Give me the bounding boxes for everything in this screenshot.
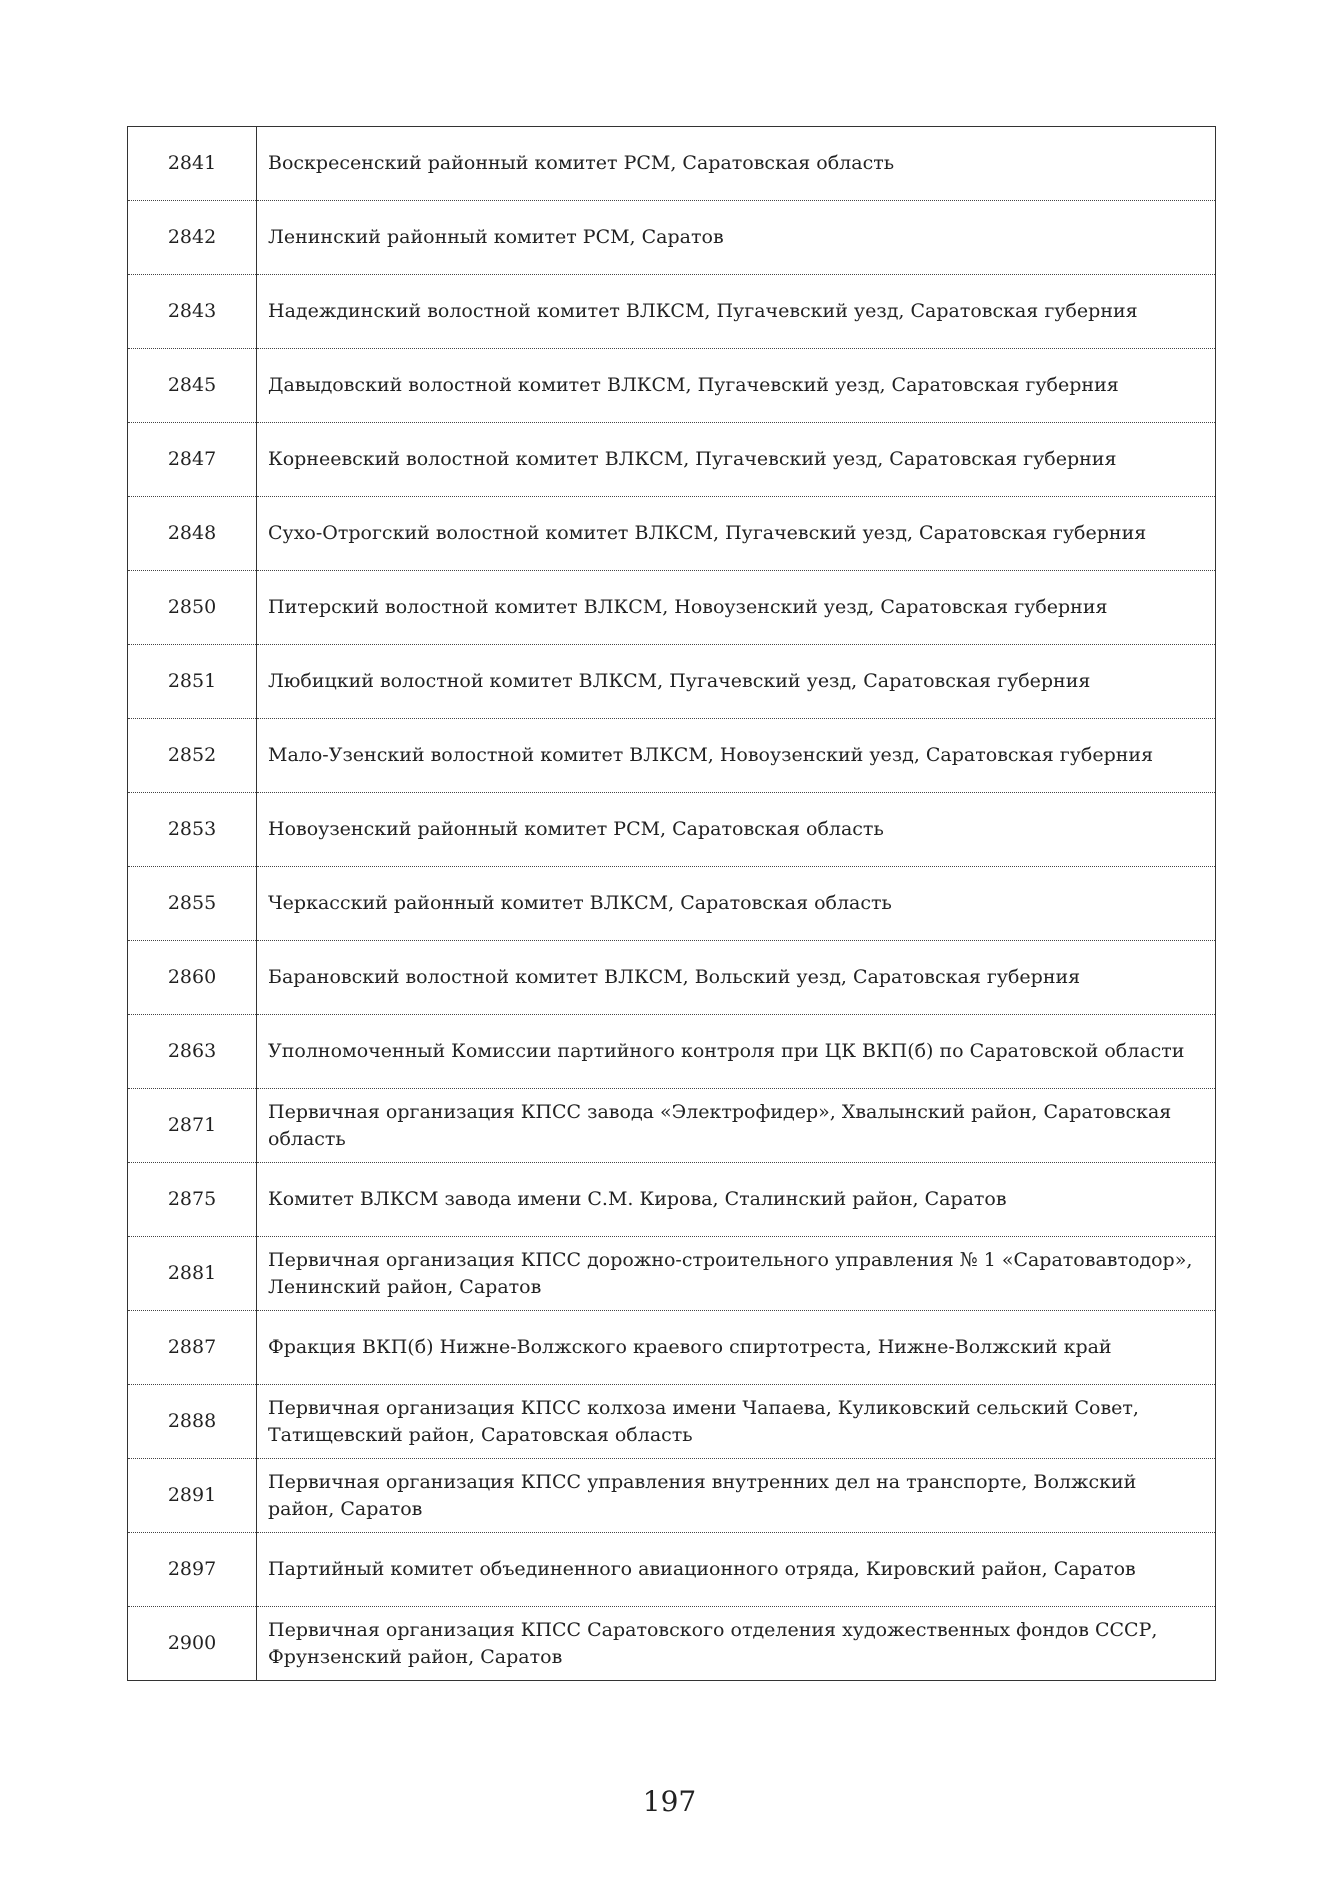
fond-name: Фракция ВКП(б) Нижне-Волжского краевого спиртотреста, Нижне-Волжский край (257, 1311, 1216, 1385)
fond-name: Воскресенский районный комитет РСМ, Саратовская область (257, 127, 1216, 201)
table-row (128, 275, 1216, 349)
fond-number: 2841 (128, 127, 257, 201)
fond-name: Питерский волостной комитет ВЛКСМ, Новоузенский уезд, Саратовская губерния (257, 571, 1216, 645)
fond-number: 2850 (128, 571, 257, 645)
table-row (128, 1237, 1216, 1311)
table-row (128, 423, 1216, 497)
fond-number: 2842 (128, 201, 257, 275)
fonds-table (127, 126, 1216, 1681)
fond-number: 2900 (128, 1607, 257, 1681)
fond-number: 2853 (128, 793, 257, 867)
fond-name: Комитет ВЛКСМ завода имени С.М. Кирова, Сталинский район, Саратов (257, 1163, 1216, 1237)
fond-name: Любицкий волостной комитет ВЛКСМ, Пугачевский уезд, Саратовская губерния (257, 645, 1216, 719)
fond-number: 2847 (128, 423, 257, 497)
fond-number: 2863 (128, 1015, 257, 1089)
fond-name: Ленинский районный комитет РСМ, Саратов (257, 201, 1216, 275)
fond-name: Первичная организация КПСС завода «Электрофидер», Хвалынский район, Саратовская область (257, 1089, 1216, 1163)
fond-name: Мало-Узенский волостной комитет ВЛКСМ, Новоузенский уезд, Саратовская губерния (257, 719, 1216, 793)
fond-name: Надеждинский волостной комитет ВЛКСМ, Пугачевский уезд, Саратовская губерния (257, 275, 1216, 349)
fond-number: 2888 (128, 1385, 257, 1459)
fond-number: 2887 (128, 1311, 257, 1385)
fond-number: 2848 (128, 497, 257, 571)
fond-name: Первичная организация КПСС Саратовского отделения художественных фондов СССР, Фрунзенский район, Саратов (257, 1607, 1216, 1681)
table-row (128, 1533, 1216, 1607)
fond-number: 2860 (128, 941, 257, 1015)
fond-number: 2881 (128, 1237, 257, 1311)
table-row (128, 1459, 1216, 1533)
fonds-table-body (128, 127, 1216, 1681)
table-row (128, 867, 1216, 941)
table-row (128, 645, 1216, 719)
table-row (128, 793, 1216, 867)
table-row (128, 1015, 1216, 1089)
fond-name: Давыдовский волостной комитет ВЛКСМ, Пугачевский уезд, Саратовская губерния (257, 349, 1216, 423)
table-row (128, 719, 1216, 793)
table-row (128, 349, 1216, 423)
fond-number: 2845 (128, 349, 257, 423)
fond-name: Первичная организация КПСС колхоза имени Чапаева, Куликовский сельский Совет, Татищевский район, Саратовская область (257, 1385, 1216, 1459)
fond-name: Партийный комитет объединенного авиационного отряда, Кировский район, Саратов (257, 1533, 1216, 1607)
table-row (128, 941, 1216, 1015)
table-row (128, 1385, 1216, 1459)
table-row (128, 497, 1216, 571)
table-row (128, 571, 1216, 645)
table-row (128, 201, 1216, 275)
table-row (128, 1163, 1216, 1237)
fond-number: 2852 (128, 719, 257, 793)
fond-name: Черкасский районный комитет ВЛКСМ, Саратовская область (257, 867, 1216, 941)
fond-number: 2871 (128, 1089, 257, 1163)
page-number: 197 (642, 1785, 697, 1818)
table-row (128, 1607, 1216, 1681)
table-row (128, 1311, 1216, 1385)
fond-name: Уполномоченный Комиссии партийного контроля при ЦК ВКП(б) по Саратовской области (257, 1015, 1216, 1089)
fond-name: Корнеевский волостной комитет ВЛКСМ, Пугачевский уезд, Саратовская губерния (257, 423, 1216, 497)
fond-name: Сухо-Отрогский волостной комитет ВЛКСМ, Пугачевский уезд, Саратовская губерния (257, 497, 1216, 571)
fond-number: 2855 (128, 867, 257, 941)
fond-name: Барановский волостной комитет ВЛКСМ, Вольский уезд, Саратовская губерния (257, 941, 1216, 1015)
fond-number: 2897 (128, 1533, 257, 1607)
fond-number: 2891 (128, 1459, 257, 1533)
fond-number: 2843 (128, 275, 257, 349)
fond-name: Новоузенский районный комитет РСМ, Саратовская область (257, 793, 1216, 867)
fond-number: 2875 (128, 1163, 257, 1237)
fond-name: Первичная организация КПСС дорожно-строительного управления № 1 «Саратовавтодор», Ленинский район, Саратов (257, 1237, 1216, 1311)
fond-number: 2851 (128, 645, 257, 719)
fond-name: Первичная организация КПСС управления внутренних дел на транспорте, Волжский район, Саратов (257, 1459, 1216, 1533)
table-row (128, 1089, 1216, 1163)
table-row (128, 127, 1216, 201)
